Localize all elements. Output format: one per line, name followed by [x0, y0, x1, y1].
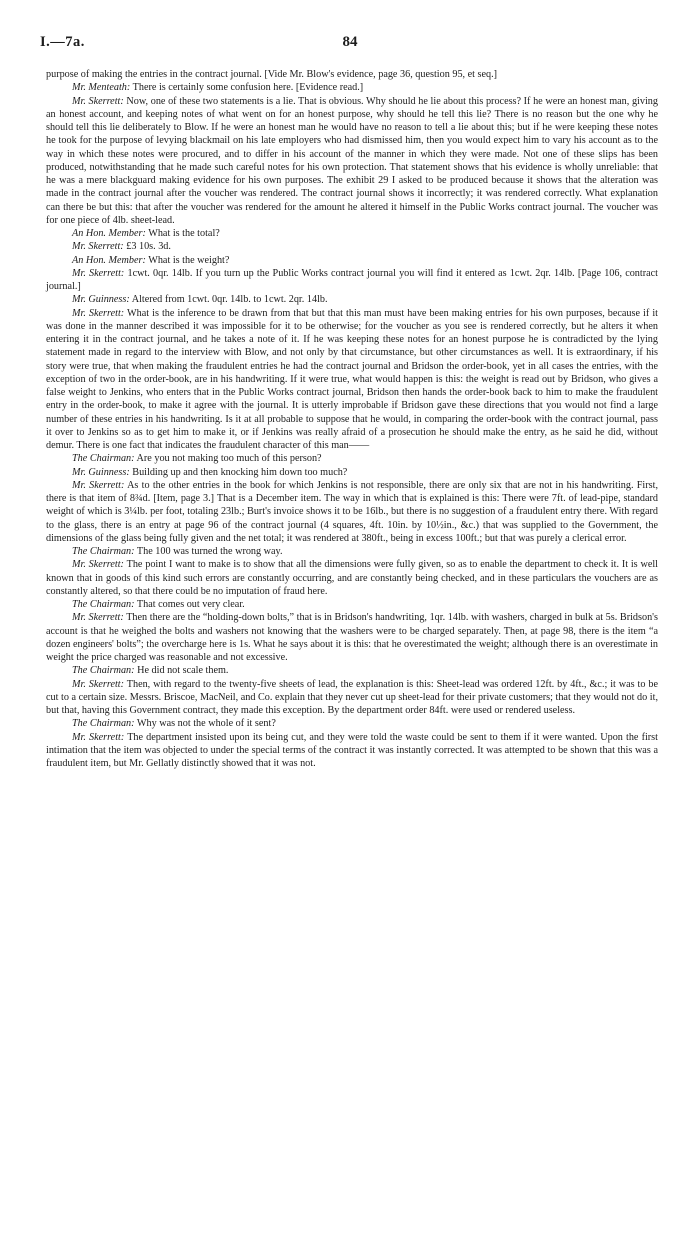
paragraph — [46, 558, 658, 598]
speaker-name: Mr. Skerrett: — [72, 95, 124, 107]
paragraph — [46, 81, 658, 94]
paragraph — [46, 731, 658, 771]
speaker-name: Mr. Guinness: — [72, 294, 130, 306]
speaker-name: The Chairman: — [72, 546, 135, 557]
paragraph-text: The 100 was turned the wrong way. — [136, 546, 283, 557]
speaker-name: Mr. Guinness: — [72, 466, 130, 478]
paragraph — [46, 598, 658, 611]
paragraph-text: The point I want to make is to show that all the dimensions were fully given, so as to enable the department to check it. It is well known that in goods of this kind such errors are constantly occurring, and are constantly being checked, and in these particulars the vouchers are as constantly altered, so that there could be no imputation of fraud here. — [46, 559, 658, 597]
paragraph-text: Then, with regard to the twenty-five sheets of lead, the explanation is this: Sheet-lead was ordered 12ft. by 4ft., &c.; it was to be cut to a certain size. Messrs. Briscoe, MacNeil, and Co. explain that they never cut up sheet-lead for their private customers; that they would not do it, but that, having this Government contract, they made this exception. By the department order 84ft. were used or rendered useless. — [46, 678, 658, 716]
speaker-name: The Chairman: — [72, 718, 135, 730]
page-body — [46, 68, 658, 770]
paragraph — [46, 254, 658, 267]
paragraph — [46, 611, 658, 664]
paragraph-text: What is the inference to be drawn from that but that this man must have been making entries for his own purposes, because if it was done in the manner described it was impossible for it to be otherwise; for the voucher as you see is rendered correctly, but he alters it when entering it in the contract journal, and he takes a note of it. If he was keeping these notes for an honest purpose he is contradicted by the lying statement made in regard to the interview with Blow, and not only by that circumstance, but other circumstances as well. It is extraordinary, if his story were true, that when making the fraudulent entries he had the contract journal and Bridson the order-book, yet in all cases the entries, with the exception of two in the order-book, are in his handwriting. If it were true, what would happen is this: the weight is read out by Bridson, who gives a false weight to Jenkins, who enters that in the Public Works contract journal, Bridson then hands the order-book back to him to make the fraudulent entry in the order-book, to make it agree with the journal. It is utterly improbable if Bridson gave these directions that you would not find a large number of these entries in his handwriting. Is it at all probable to suppose that he would, in comparing the order-book with the contract journal, pass it over to Jenkins so as to get him to make it, or if Jenkins was really afraid of a prosecution he should make the entry, as he said he did, without demur. There is one fact that indicates the fraudulent character of this man—— — [46, 307, 658, 451]
paragraph-text: Then there are the “holding-down bolts,” that is in Bridson's handwriting, 1qr. 14lb. with washers, charged in bulk at 5s. Bridson's account is that he weighed the bolts and washers not knowing that the washers were to be charged separately. Then, at page 98, there is the item “a dozen engineers' bolts”; the overcharge here is 1s. What he says about it is this: that he overestimated the weight; although there is an overestimate in weight the price charged was reasonable and not excessive. — [46, 612, 658, 663]
paragraph-text: £3 10s. 3d. — [126, 241, 171, 253]
paragraph — [46, 479, 658, 545]
paragraph — [46, 452, 658, 465]
paragraph — [46, 240, 658, 253]
paragraph-text: What is the weight? — [148, 254, 230, 266]
speaker-name: Mr. Skerrett: — [72, 612, 124, 624]
paragraph-text: That comes out very clear. — [136, 599, 245, 610]
speaker-name: The Chairman: — [72, 599, 135, 610]
paragraph-text: 1cwt. 0qr. 14lb. If you turn up the Public Works contract journal you will find it entered as 1cwt. 2qr. 14lb. [Page 106, contract journal.] — [46, 267, 658, 292]
speaker-name: Mr. Skerrett: — [72, 559, 124, 571]
speaker-name: Mr. Skerrett: — [72, 678, 125, 690]
paragraph-text: Altered from 1cwt. 0qr. 14lb. to 1cwt. 2qr. 14lb. — [131, 294, 328, 306]
page-number: 84 — [342, 34, 358, 50]
document-reference: I.—7a. — [40, 34, 85, 50]
paragraph — [46, 678, 658, 718]
speaker-name: Mr. Skerrett: — [72, 307, 125, 319]
speaker-name: The Chairman: — [72, 665, 135, 677]
speaker-name: An Hon. Member: — [72, 254, 146, 266]
paragraph — [46, 307, 658, 453]
paragraph-text: The department insisted upon its being cut, and they were told the waste could be sent to them if it were wanted. Upon the first intimation that the item was objected to under the special terms of the contract it was instantly corrected. It was attempted to be shown that this was a fraudulent item, but Mr. Gellatly distinctly showed that it was not. — [46, 731, 658, 769]
page-header — [40, 34, 660, 56]
paragraph — [46, 466, 658, 479]
paragraph — [46, 293, 658, 306]
speaker-name: Mr. Skerrett: — [72, 267, 125, 279]
speaker-name: Mr. Menteath: — [72, 82, 131, 94]
paragraph — [46, 717, 658, 730]
paragraph-text: Are you not making too much of this person? — [136, 453, 322, 465]
paragraph — [46, 227, 658, 240]
paragraph-text: Why was not the whole of it sent? — [136, 718, 276, 730]
paragraph-text: He did not scale them. — [137, 665, 229, 677]
paragraph-text: purpose of making the entries in the contract journal. [Vide Mr. Blow's evidence, page 36, question 95, et seq.] — [46, 69, 498, 80]
paragraph-text: What is the total? — [148, 228, 220, 239]
paragraph — [46, 95, 658, 228]
paragraph-text: There is certainly some confusion here. [Evidence read.] — [132, 82, 364, 94]
paragraph — [46, 68, 658, 81]
paragraph — [46, 267, 658, 294]
paragraph-text: As to the other entries in the book for which Jenkins is not responsible, there are only six that are not in his handwriting. First, there is that item of 8¾d. [Item, page 3.] That is a December item. The way in which that is explained is this: There were 7ft. of lead-pipe, standard weight of which is 3¼lb. per foot, totaling 23lb.; Burt's invoice shows it to be 16lb., but there is no suggestion of a fraudulent entry there. With regard to the glass, there is an entry at page 96 of the contract journal (4 squares, 4ft. 10in. by 10½in., &c.) that was supplied to the Government, the dimensions of the glass being fully given and the net total; it was rendered at 380ft., being in excess 100ft.; but that was purely a clerical error. — [46, 479, 658, 544]
paragraph-text: Now, one of these two statements is a lie. That is obvious. Why should he lie about this process? If he were an honest man, giving an honest account, and keeping notes of what went on for an honest purpose, why should he tell this lie? There is no reason but the one why he should tell this lie deliberately to Blow. If he were an honest man he would have no reason to tell a lie about this; but if he were keeping these notes he took for the purpose of levying blackmail on his late employers who had dismissed him, then you would expect him to vary his account as to the way in which these notes were procured, and to differ in his account of the manner in which they were made. Not one of these slips has been produced, notwithstanding that he made such careful notes for his own protection. That statement shows that his evidence is wholly unreliable: that he was a mere blackguard making evidence for his own purposes. The exhibit 29 I asked to be produced because it shows that the alteration was made in the contract journal after the voucher was rendered. The contract journal shows it incorrectly; it was rendered correctly. What explanation can there be but this: that after the voucher was rendered for the amount he altered it himself in the Public Works contract journal. The voucher was for one piece of 4lb. sheet-lead. — [46, 95, 658, 226]
speaker-name: Mr. Skerrett: — [72, 479, 125, 491]
paragraph — [46, 664, 658, 677]
paragraph — [46, 545, 658, 558]
speaker-name: Mr. Skerrett: — [72, 241, 124, 253]
speaker-name: The Chairman: — [72, 453, 135, 465]
paragraph-text: Building up and then knocking him down too much? — [132, 466, 348, 478]
speaker-name: An Hon. Member: — [72, 228, 146, 239]
speaker-name: Mr. Skerrett: — [72, 731, 125, 743]
